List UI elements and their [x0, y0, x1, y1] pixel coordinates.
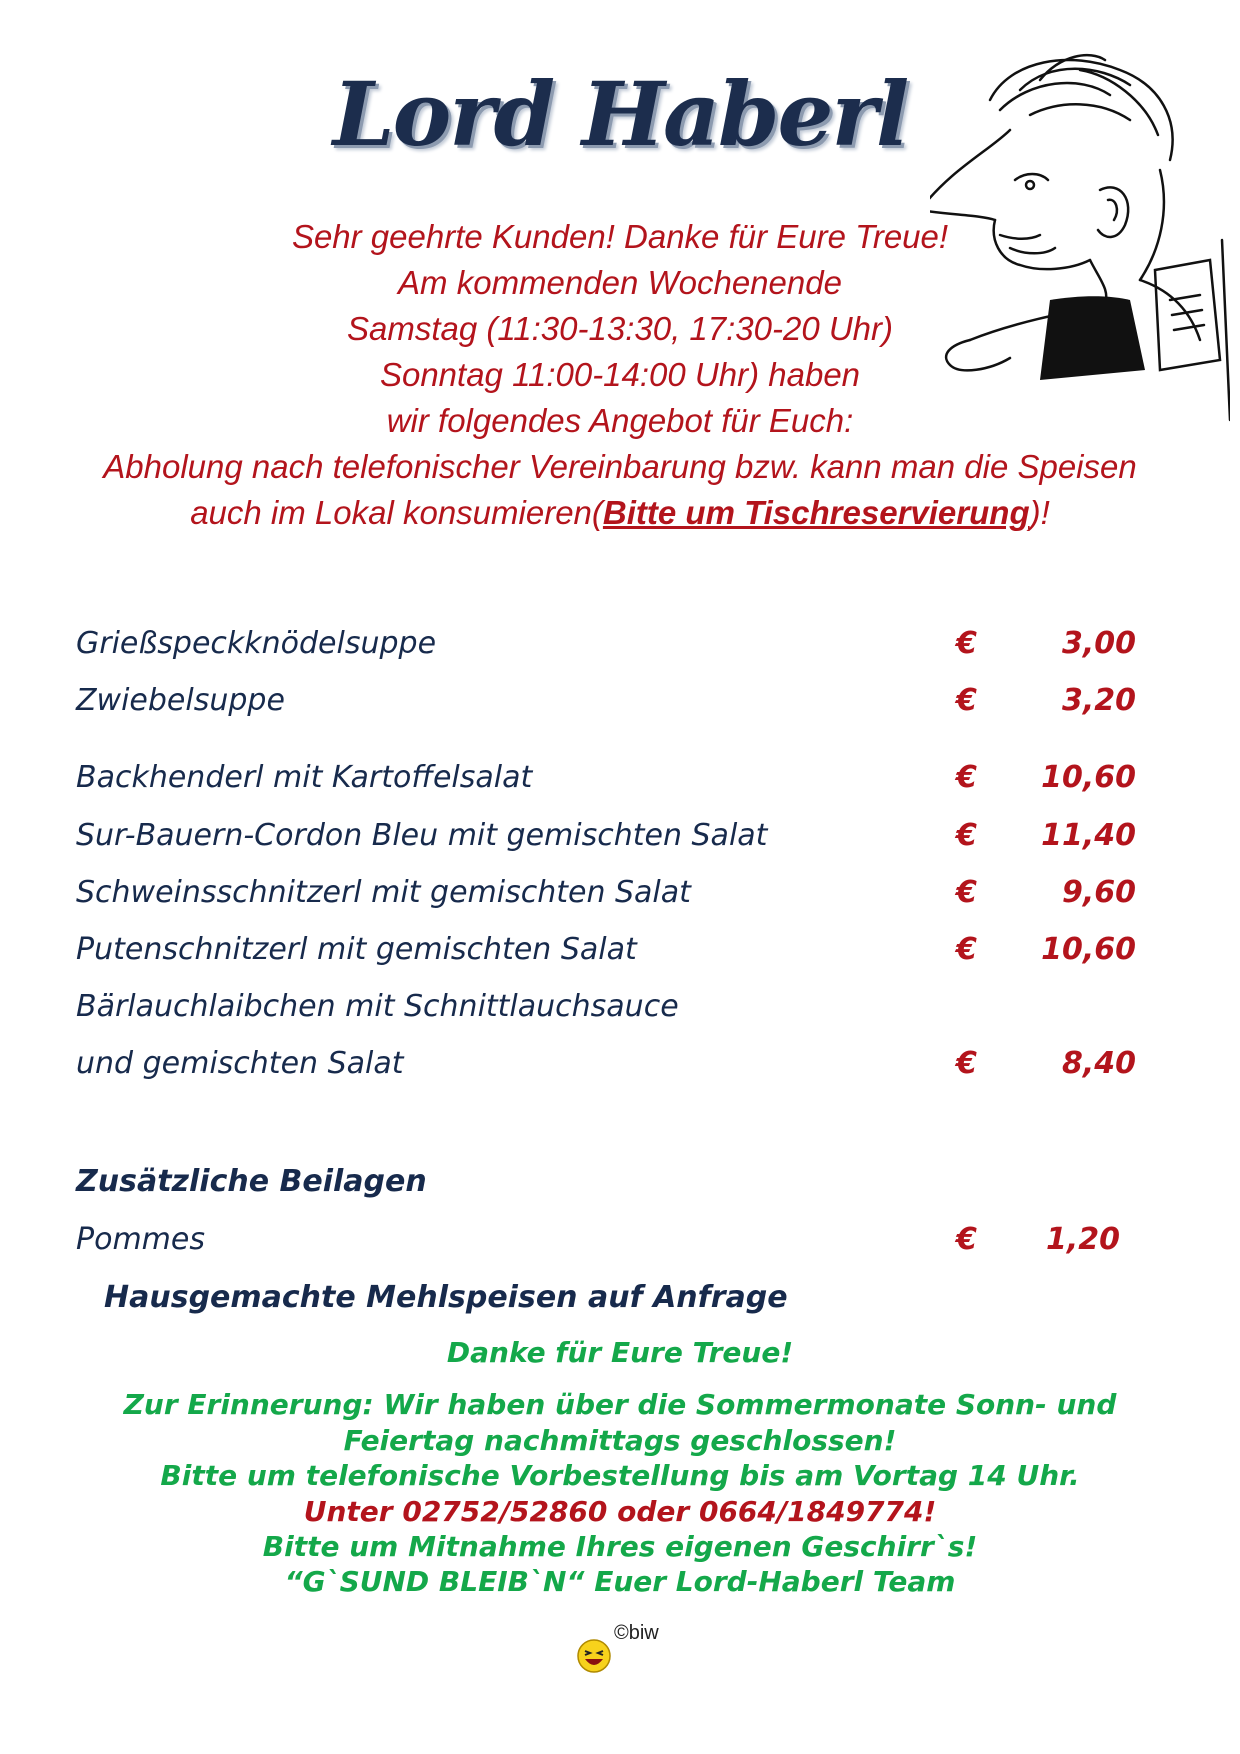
menu-item	[76, 1046, 1136, 1086]
menu-item	[76, 932, 1136, 972]
menu-item	[76, 818, 1136, 858]
menu-item	[76, 760, 1136, 800]
intro-line: Sehr geehrte Kunden! Danke für Eure Treue!	[291, 218, 949, 255]
intro-line-reservation	[40, 490, 1200, 536]
menu-item-price: 10,60	[1041, 932, 1136, 967]
menu-item-name: Schweinsschnitzerl mit gemischten Salat	[76, 875, 691, 910]
menu-item-name: Pommes	[76, 1222, 205, 1257]
intro-line: Sonntag 11:00-14:00 Uhr) haben	[379, 356, 861, 393]
intro-text: auch im Lokal konsumieren(	[190, 494, 603, 531]
laughing-smiley-icon	[576, 1638, 612, 1674]
footer-line: Bitte um Mitnahme Ihres eigenen Geschirr`s!	[262, 1530, 978, 1563]
menu-item-price: 10,60	[1041, 760, 1136, 795]
menu-item-price: 3,20	[1061, 683, 1136, 718]
footer-line: Feiertag nachmittags geschlossen!	[343, 1424, 897, 1457]
phone-line: Unter 02752/52860 oder 0664/1849774!	[303, 1495, 937, 1528]
currency-symbol: €	[956, 818, 977, 853]
currency-symbol: €	[956, 1046, 977, 1081]
menu-item-name: Zwiebelsuppe	[76, 683, 285, 718]
currency-symbol: €	[956, 760, 977, 795]
menu-item-price: 8,40	[1061, 1046, 1136, 1081]
menu-item	[76, 1222, 1136, 1262]
intro-line: Abholung nach telefonischer Vereinbarung bzw. kann man die Speisen	[103, 448, 1137, 485]
intro-line: Am kommenden Wochenende	[398, 264, 842, 301]
menu-item-price: 1,20	[1045, 1222, 1120, 1257]
currency-symbol: €	[956, 1222, 977, 1257]
thanks-note: Danke für Eure Treue!	[446, 1336, 794, 1369]
menu-item-name: und gemischten Salat	[76, 1046, 404, 1081]
menu-item	[76, 683, 1136, 723]
menu-item-name: Putenschnitzerl mit gemischten Salat	[76, 932, 637, 967]
copyright: ©biw	[614, 1622, 659, 1644]
currency-symbol: €	[956, 626, 977, 661]
footer-line: Bitte um telefonische Vorbestellung bis am Vortag 14 Uhr.	[160, 1459, 1080, 1492]
intro-line: wir folgendes Angebot für Euch:	[386, 402, 854, 439]
currency-symbol: €	[956, 683, 977, 718]
menu-item-name: Backhenderl mit Kartoffelsalat	[76, 760, 533, 795]
menu-item-name: Bärlauchlaibchen mit Schnittlauchsauce	[76, 989, 679, 1024]
intro-message	[40, 214, 1200, 536]
menu-item-price: 3,00	[1061, 626, 1136, 661]
intro-line: Samstag (11:30-13:30, 17:30-20 Uhr)	[346, 310, 894, 347]
footer-line: Zur Erinnerung: Wir haben über die Sommermonate Sonn- und	[123, 1388, 1117, 1421]
menu-item-price: 11,40	[1041, 818, 1136, 853]
menu-item	[76, 989, 1136, 1029]
menu-item-name: Grießspeckknödelsuppe	[76, 626, 437, 661]
menu-item-name: Sur-Bauern-Cordon Bleu mit gemischten Salat	[76, 818, 768, 853]
intro-text: )!	[1029, 494, 1050, 531]
dessert-note: Hausgemachte Mehlspeisen auf Anfrage	[104, 1280, 788, 1315]
reservation-note: Bitte um Tischreservierung	[602, 494, 1030, 531]
menu-item	[76, 875, 1136, 915]
footer-line: “G`SUND BLEIB`N“ Euer Lord-Haberl Team	[284, 1565, 956, 1598]
currency-symbol: €	[956, 875, 977, 910]
page-title: Lord Haberl	[332, 62, 908, 166]
menu-item	[76, 626, 1136, 666]
menu-item-price: 9,60	[1061, 875, 1136, 910]
currency-symbol: €	[956, 932, 977, 967]
extras-heading: Zusätzliche Beilagen	[76, 1164, 427, 1199]
